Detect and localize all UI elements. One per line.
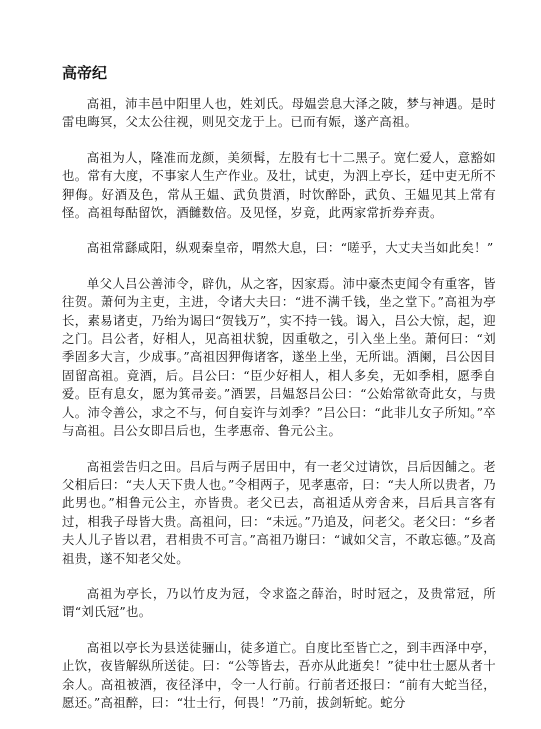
- paragraph-2: 高祖为人，隆准而龙颜，美须髯，左股有七十二黑子。宽仁爱人，意豁如也。常有大度，不事家人生产作业。及壮，试吏，为泗上亭长，廷中吏无所不狎侮。好酒及色，常从王媪、武负贳酒，时饮醉卧，武负、王媪见其上常有怪。高祖每酤留饮，酒雠数倍。及见怪，岁竟，此两家常折券弃责。: [62, 149, 496, 221]
- paragraph-5: 高祖尝告归之田。吕后与两子居田中，有一老父过请饮，吕后因餔之。老父相后曰：“夫人天下贵人也。”令相两子，见孝惠帝，曰：“夫人所以贵者，乃此男也。”相鲁元公主，亦皆贵。老父已去，高祖适从旁舍来，吕后具言客有过，相我子母皆大贵。高祖问，曰：“未远。”乃追及，问老父。老父曰：“乡者夫人儿子皆以君，君相贵不可言。”高祖乃谢曰：“诚如父言，不敢忘德。”及高祖贵，遂不知老父处。: [62, 458, 496, 566]
- document-page: [62, 62, 496, 729]
- paragraph-3: 高祖常繇咸阳，纵观秦皇帝，喟然大息，曰：“嗟乎，大丈夫当如此矣！”: [86, 240, 494, 256]
- paragraph-7: 高祖以亭长为县送徒骊山，徒多道亡。自度比至皆亡之，到丰西泽中亭，止饮，夜皆解纵所送徒。曰：“公等皆去，吾亦从此逝矣！”徒中壮士愿从者十余人。高祖被酒，夜径泽中，令一人行前。行前者还报曰：“前有大蛇当径，愿还。”高祖醉，曰：“壮士行，何畏！”乃前，拔剑斩蛇。蛇分: [62, 639, 496, 710]
- document-title: 高帝纪: [62, 64, 108, 82]
- paragraph-6: 高祖为亭长，乃以竹皮为冠，令求盗之薛治，时时冠之，及贵常冠，所谓“刘氏冠”也。: [62, 585, 496, 620]
- paragraph-4: 单父人吕公善沛令，辟仇，从之客，因家焉。沛中豪杰吏闻令有重客，皆往贺。萧何为主吏，主进，令诸大夫曰：“进不满千钱，坐之堂下。”高祖为亭长，素易诸吏，乃绐为谒曰“贺钱万”，实不持一钱。谒入，吕公大惊，起，迎之门。吕公者，好相人，见高祖状貌，因重敬之，引入坐上坐。萧何曰：“刘季固多大言，少成事。”高祖因狎侮诸客，遂坐上坐，无所诎。酒阑，吕公因目固留高祖。竟酒，后。吕公曰：“臣少好相人，相人多矣，无如季相，愿季自爱。臣有息女，愿为箕帚妾。”酒罢，吕媪怒吕公曰：“公始常欲奇此女，与贵人。沛令善公，求之不与，何自妄许与刘季？”吕公曰：“此非儿女子所知。”卒与高祖。吕公女即吕后也，生孝惠帝、鲁元公主。: [62, 275, 496, 439]
- paragraph-1: 高祖，沛丰邑中阳里人也，姓刘氏。母媪尝息大泽之陂，梦与神遇。是时雷电晦冥，父太公往视，则见交龙于上。已而有娠，遂产高祖。: [62, 96, 496, 130]
